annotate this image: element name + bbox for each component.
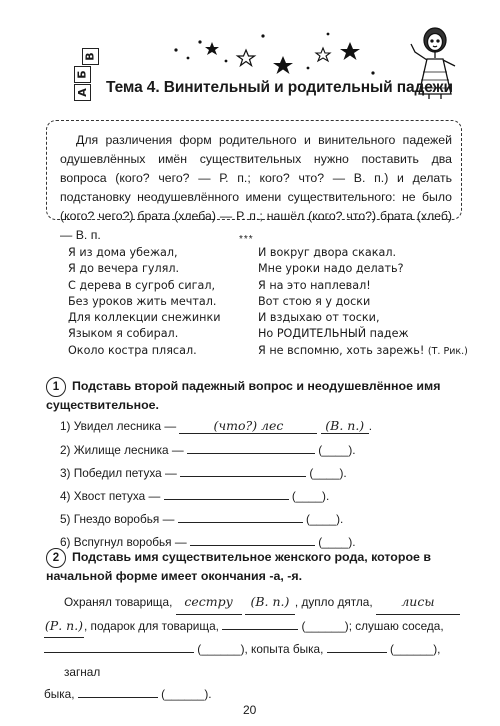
handwritten-case[interactable]: (В. п.) <box>321 418 369 434</box>
handwritten-case[interactable]: (Р. п.) <box>44 615 84 639</box>
task1-item <box>60 510 343 526</box>
poem-line: Для коллекции снежинки <box>68 311 221 325</box>
task1-title: Подставь второй падежный вопрос и неодушевлённое имя существительное. <box>46 379 441 412</box>
task1-header <box>46 377 466 413</box>
page-title: Тема 4. Винительный и родительный падежи <box>106 79 453 96</box>
poem-line: Я из дома убежал, <box>68 246 178 259</box>
item-text: 6) Вспугнул воробья — <box>60 535 187 549</box>
poem-line: Я до вечера гулял. <box>68 262 180 276</box>
poem-stars: *** <box>239 234 254 245</box>
block-letter: А <box>74 84 91 101</box>
poem-line: Вот стою я у доски <box>258 294 371 308</box>
rule-text: Для различения форм родительного и винительного падежей одушевлённых имён существительных нужно поставить два вопроса (кого? чего? — Р. п.; кого? что? — В. п.) и делать подстановку неодушевлённого имени существительного: не было (кого? чего?) брата (хлеба) — Р. п.; нашёл (кого? что?) брата (хлеб) — В. п. <box>60 133 452 242</box>
poem-line: И вздыхаю от тоски, <box>258 311 380 325</box>
p-text: , дупло дятла, <box>294 595 373 609</box>
task1-item <box>60 464 347 480</box>
p-text: , подарок для товарища, <box>84 618 219 633</box>
answer-line[interactable] <box>187 441 315 454</box>
item-text: 2) Жилище лесника — <box>60 443 184 457</box>
poem-line: Но РОДИТЕЛЬНЫЙ падеж <box>258 327 409 341</box>
p-text: (______); слушаю соседа, <box>301 618 444 633</box>
task1-item <box>60 533 356 549</box>
item-text: 4) Хвост петуха — <box>60 489 161 503</box>
task2-paragraph <box>44 591 474 706</box>
answer-line[interactable] <box>190 533 315 546</box>
p-text: быка, <box>44 687 75 701</box>
item-end: (____). <box>309 466 347 480</box>
handwritten-case[interactable]: (В. п.) <box>245 591 295 615</box>
block-letter: Б <box>74 66 91 83</box>
task1-item <box>60 418 372 434</box>
answer-line[interactable] <box>180 464 306 477</box>
task1-item <box>60 441 356 457</box>
answer-line[interactable] <box>164 487 289 500</box>
poem-line <box>258 343 468 360</box>
poem-author: (Т. Рик.) <box>427 345 468 357</box>
stars-decoration-icon <box>168 28 398 83</box>
poem-line: Около костра плясал. <box>68 343 197 357</box>
answer-line[interactable] <box>78 685 158 698</box>
poem-left-column <box>68 245 220 359</box>
p-text: Охранял товарища, <box>64 595 173 609</box>
poem-line: И вокруг двора скакал. <box>258 246 397 259</box>
poem-line: Мне уроки надо делать? <box>258 262 404 276</box>
answer-line[interactable] <box>222 617 298 630</box>
task-number-badge: 1 <box>46 377 66 397</box>
poem-line: С дерева в сугроб сигал, <box>68 278 216 292</box>
poem-right-column <box>258 245 468 360</box>
task2-header <box>46 548 466 584</box>
item-end: (____). <box>318 535 356 549</box>
item-text: 1) Увидел лесника — <box>60 419 177 433</box>
page-number: 20 <box>243 703 257 717</box>
answer-line[interactable] <box>178 510 303 523</box>
item-end: (____). <box>305 512 344 526</box>
handwritten-answer[interactable]: сестру <box>176 591 242 615</box>
task2-title: Подставь имя существительное женского рода, которое в начальной форме имеет окончания -а, -я. <box>46 550 431 583</box>
poem-line: Я на это наплевал! <box>258 278 371 292</box>
task1-item <box>60 487 329 503</box>
handwritten-answer[interactable]: лисы <box>376 591 460 615</box>
p-text: (______). <box>161 687 212 701</box>
poem-line: Без уроков жить мечтал. <box>68 294 217 308</box>
p-text: (______), копыта быка, <box>197 642 324 656</box>
handwritten-answer[interactable]: (что?) лес <box>179 418 317 434</box>
task-number-badge: 2 <box>46 548 66 568</box>
poem-line: Языком я собирал. <box>68 327 179 341</box>
item-end: . <box>368 419 373 433</box>
item-text: 5) Гнездо воробья — <box>60 512 175 526</box>
block-letter: В <box>82 48 99 65</box>
poem-line-text: Я не вспомню, хоть зарежь! <box>258 343 425 357</box>
p-text: (______), загнал <box>64 642 441 679</box>
letter-blocks-icon <box>74 48 97 102</box>
answer-line[interactable] <box>44 640 194 653</box>
item-end: (____). <box>291 489 330 503</box>
answer-line[interactable] <box>327 640 387 653</box>
item-text: 3) Победил петуха — <box>60 466 177 480</box>
item-end: (____). <box>318 443 356 457</box>
